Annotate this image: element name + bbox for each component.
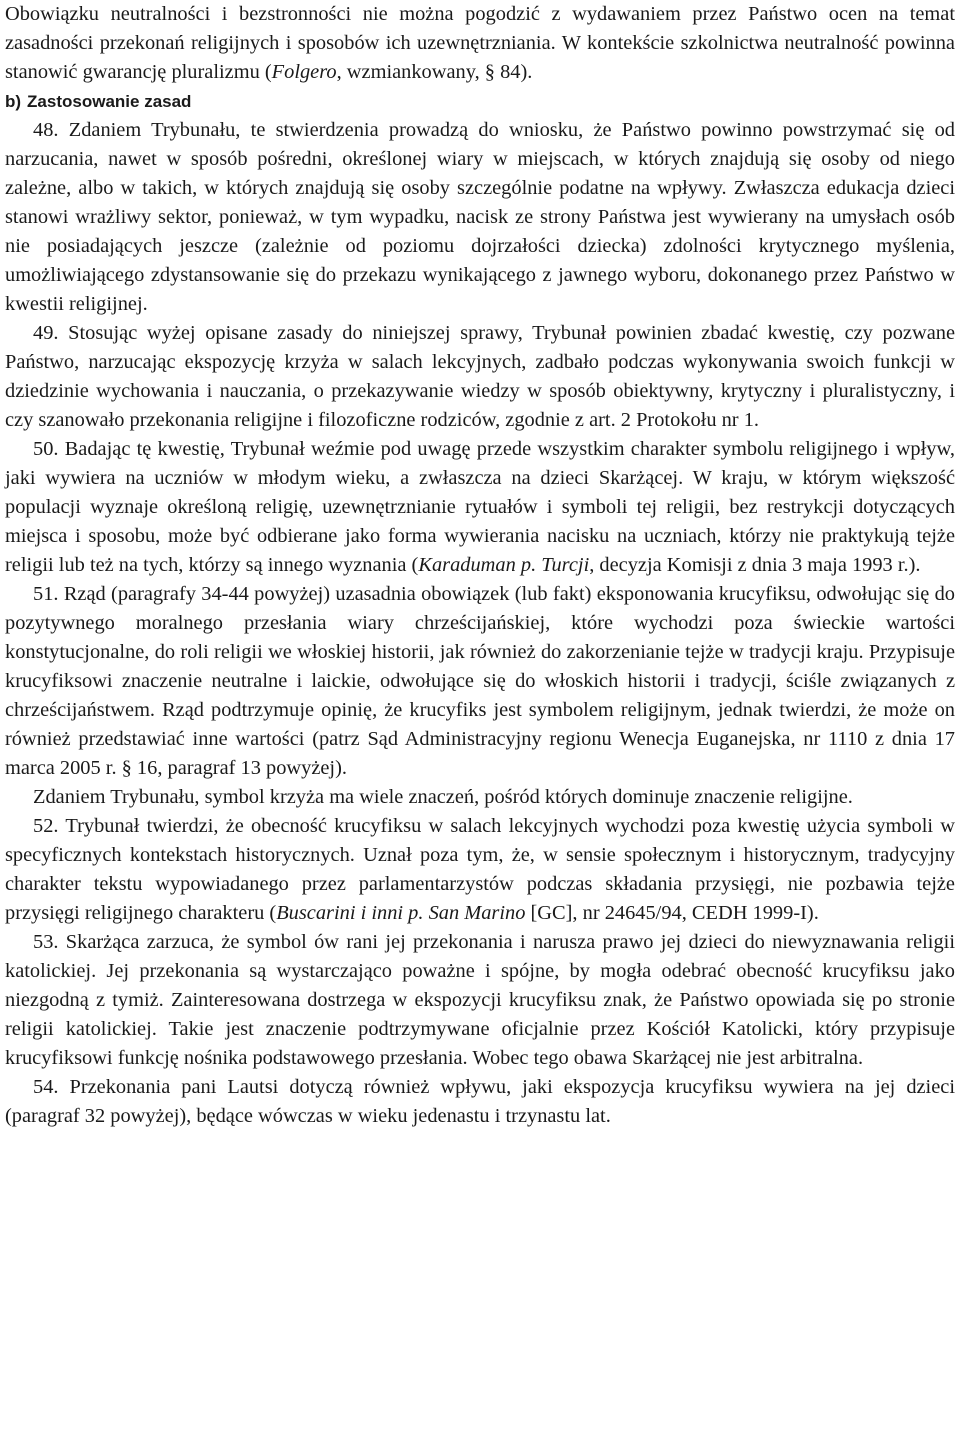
paragraph-53	[5, 928, 955, 1073]
paragraph-intro-text-end: , wzmiankowany, § 84).	[336, 61, 533, 83]
paragraph-54-text: Przekonania pani Lautsi dotyczą również wpływu, jaki ekspozycja krucyfiksu wywiera na jej dzieci (paragraf 32 powyżej), będące wówczas w wieku jedenastu i trzynastu lat.	[5, 1076, 955, 1127]
paragraph-52-text-end: [GC], nr 24645/94, CEDH 1999-I).	[525, 902, 819, 924]
paragraph-51-text: Rząd (paragrafy 34-44 powyżej) uzasadnia obowiązek (lub fakt) eksponowania krucyfiksu, odwołując się do pozytywnego moralnego przesłania wiary chrześcijańskiej, które wychodzi poza świeckie wartości konstytucjonalne, do roli religii we włoskiej historii, jak również do zakorzenianie tejże w tradycji kraju. Przypisuje krucyfiksowi znaczenie neutralne i laickie, odwołujące się do włoskich historii i tradycji, ściśle związanych z chrześcijaństwem. Rząd podtrzymuje opinię, że krucyfiks jest symbolem religijnym, jednak twierdzi, że może on również przedstawiać inne wartości (patrz Sąd Administracyjny regionu Wenecja Euganejska, nr 1110 z dnia 17 marca 2005 r. § 16, paragraf 13 powyżej).	[5, 583, 955, 779]
paragraph-54	[5, 1073, 955, 1131]
paragraph-50	[5, 435, 955, 580]
paragraph-48	[5, 116, 955, 319]
case-citation-folgero: Folgero	[271, 61, 337, 83]
section-heading	[5, 87, 955, 116]
section-heading-title: Zastosowanie zasad	[27, 92, 192, 111]
paragraph-50-text: Badając tę kwestię, Trybunał weźmie pod uwagę przede wszystkim charakter symbolu religijnego i wpływ, jaki wywiera na uczniów w młodym wieku, a zwłaszcza na dzieci Skarżącej. W kraju, w którym większość populacji wyznaje określoną religię, uzewnętrznianie rytuałów i symboli tej religii, bez restrykcji dotyczących miejsca i sposobu, może być odbierane jako forma wywierania nacisku na uczniach, którzy nie praktykują tejże religii lub też na tych, którzy są innego wyznania (	[5, 438, 955, 576]
paragraph-50-number: 50.	[33, 438, 59, 460]
paragraph-48-number: 48.	[33, 119, 59, 141]
paragraph-50-text-end: , decyzja Komisji z dnia 3 maja 1993 r.).	[589, 554, 921, 576]
paragraph-51-continued-text: Zdaniem Trybunału, symbol krzyża ma wiele znaczeń, pośród których dominuje znaczenie religijne.	[33, 786, 853, 808]
paragraph-53-text: Skarżąca zarzuca, że symbol ów rani jej przekonania i narusza prawo jej dzieci do niewyznawania religii katolickiej. Jej przekonania są wystarczająco poważne i spójne, by mogła odebrać obecność krucyfiksu jako niezgodną z tymiż. Zainteresowana dostrzega w ekspozycji krucyfiksu znak, że Państwo opowiada się po stronie religii katolickiej. Takie jest znaczenie podtrzymywane oficjalnie przez Kościół Katolicki, który przypisuje krucyfiksowi funkcję nośnika podstawowego przesłania. Wobec tego obawa Skarżącej nie jest arbitralna.	[5, 931, 955, 1069]
paragraph-intro	[5, 0, 955, 87]
paragraph-54-number: 54.	[33, 1076, 59, 1098]
paragraph-52-number: 52.	[33, 815, 59, 837]
paragraph-52-text: Trybunał twierdzi, że obecność krucyfiksu w salach lekcyjnych wychodzi poza kwestię użycia symboli w specyficznych kontekstach historycznych. Uznał poza tym, że, w sensie społecznym i historycznym, tradycyjny charakter tekstu wypowiadanego przez parlamentarzystów podczas składania przysięgi, nie pozbawia tejże przysięgi religijnego charakteru (	[5, 815, 955, 924]
paragraph-48-text: Zdaniem Trybunału, te stwierdzenia prowadzą do wniosku, że Państwo powinno powstrzymać się od narzucania, nawet w sposób pośredni, określonej wiary w miejscach, w których znajdują się osoby od niego zależne, albo w takich, w których znajdują się osoby szczególnie podatne na wpływy. Zwłaszcza edukacja dzieci stanowi wrażliwy sektor, ponieważ, w tym wypadku, nacisk ze strony Państwa jest wywierany na umysłach osób nie posiadających jeszcze (zależnie od poziomu dojrzałości dziecka) zdolności krytycznego myślenia, umożliwiającego zdystansowanie się do przekazu wynikającego z jawnego wyboru, dokonanego przez Państwo w kwestii religijnej.	[5, 119, 955, 315]
document-page	[5, 0, 955, 1131]
paragraph-51-continued	[5, 783, 955, 812]
paragraph-49-text: Stosując wyżej opisane zasady do niniejszej sprawy, Trybunał powinien zbadać kwestię, czy pozwane Państwo, narzucając ekspozycję krzyża w salach lekcyjnych, zadbało podczas wykonywania swoich funkcji w dziedzinie wychowania i nauczania, o przekazywanie wiedzy w sposób obiektywny, krytyczny i pluralistyczny, i czy szanowało przekonania religijne i filozoficzne rodziców, zgodnie z art. 2 Protokołu nr 1.	[5, 322, 955, 431]
paragraph-51-number: 51.	[33, 583, 59, 605]
case-citation-buscarini: Buscarini i inni p. San Marino	[276, 902, 526, 924]
paragraph-53-number: 53.	[33, 931, 59, 953]
case-citation-karaduman: Karaduman p. Turcji	[418, 554, 590, 576]
section-heading-letter: b)	[5, 92, 22, 111]
paragraph-49	[5, 319, 955, 435]
paragraph-intro-text: Obowiązku neutralności i bezstronności nie można pogodzić z wydawaniem przez Państwo ocen na temat zasadności przekonań religijnych i sposobów ich uzewnętrzniania. W kontekście szkolnictwa neutralność powinna stanowić gwarancję pluralizmu (	[5, 3, 955, 83]
paragraph-51	[5, 580, 955, 783]
paragraph-49-number: 49.	[33, 322, 59, 344]
paragraph-52	[5, 812, 955, 928]
